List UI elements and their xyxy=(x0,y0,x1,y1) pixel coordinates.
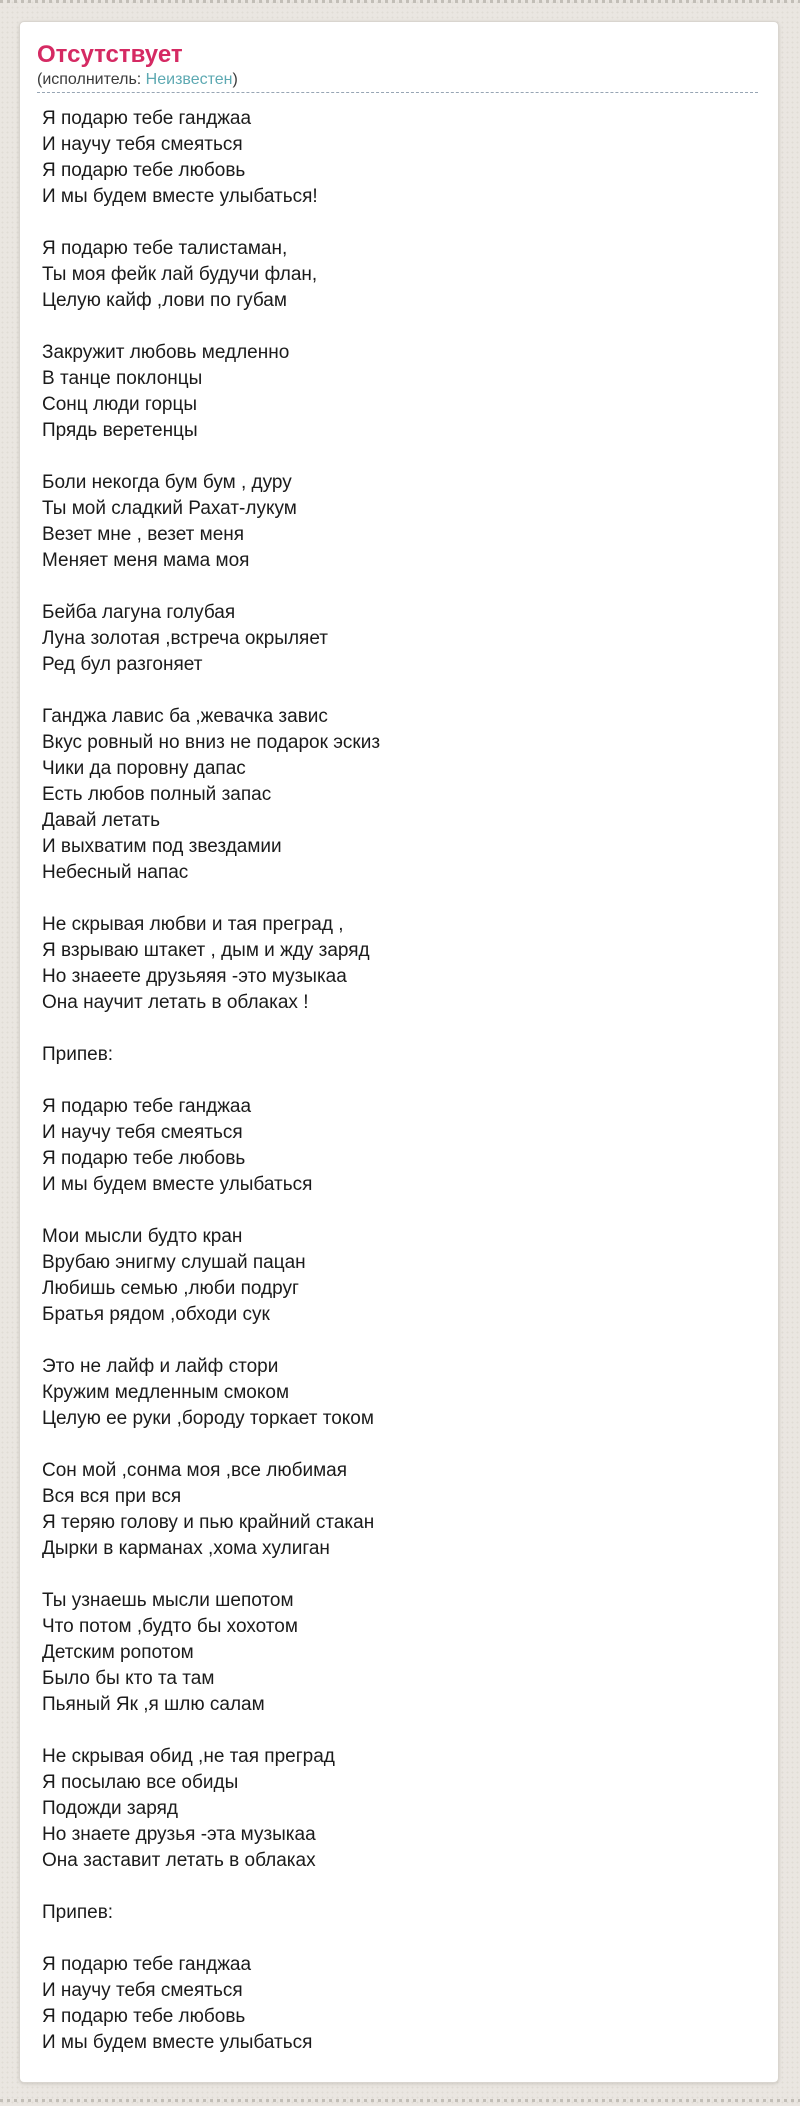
lyrics-text xyxy=(42,106,758,2056)
lyrics-card xyxy=(19,21,779,2083)
stanza: Я подарю тебе талистаман, Ты моя фейк лай будучи флан, Целую кайф ,лови по губам xyxy=(42,238,318,311)
stanza: Боли некогда бум бум , дуру Ты мой сладкий Рахат-лукум Везет мне , везет меня Меняет меня мама моя xyxy=(42,472,297,571)
stanza: Я подарю тебе ганджаа И научу тебя смеяться Я подарю тебе любовь И мы будем вместе улыбаться xyxy=(42,1096,313,1195)
song-title: Отсутствует xyxy=(37,41,183,68)
stanza: Бейба лагуна голубая Луна золотая ,встреча окрыляет Ред бул разгоняет xyxy=(42,602,328,675)
stanza: Это не лайф и лайф стори Кружим медленным смоком Целую ее руки ,бороду торкает током xyxy=(42,1356,374,1429)
stanza: Припев: xyxy=(42,1044,114,1065)
artist-link[interactable]: Неизвестен xyxy=(145,71,233,88)
page-top-dotted-border xyxy=(0,0,800,3)
stanza: Припев: xyxy=(42,1902,114,1923)
stanza: Мои мысли будто кран Врубаю энигму слушай пацан Любишь семью ,люби подруг Братья рядом ,обходи сук xyxy=(42,1226,306,1325)
artist-line xyxy=(37,70,758,90)
artist-label-suffix: ) xyxy=(232,71,238,88)
stanza: Не скрывая обид ,не тая преград Я посылаю все обиды Подожди заряд Но знаете друзья -эта музыкаа Она заставит летать в облаках xyxy=(42,1746,335,1871)
artist-label-prefix: (исполнитель: xyxy=(37,71,146,88)
page-bottom-dotted-border xyxy=(0,2099,800,2102)
stanza: Закружит любовь медленно В танце поклонцы Сонц люди горцы Прядь веретенцы xyxy=(42,342,290,441)
stanza: Ты узнаешь мысли шепотом Что потом ,будто бы хохотом Детским ропотом Было бы кто та там Пьяный Як ,я шлю салам xyxy=(42,1590,298,1715)
stanza: Ганджа лавис ба ,жевачка завис Вкус ровный но вниз не подарок эскиз Чики да поровну дапас Есть любов полный запас Давай летать И выхватим под звездамии Небесный напас xyxy=(42,706,381,883)
stanza: Сон мой ,сонма моя ,все любимая Вся вся при вся Я теряю голову и пью крайний стакан Дырки в карманах ,хома хулиган xyxy=(42,1460,375,1559)
dashed-separator xyxy=(37,92,758,93)
stanza: Я подарю тебе ганджаа И научу тебя смеяться Я подарю тебе любовь И мы будем вместе улыбаться xyxy=(42,1954,313,2053)
stanza: Не скрывая любви и тая преград , Я взрываю штакет , дым и жду заряд Но знаеете друзьяяя -это музыкаа Она научит летать в облаках ! xyxy=(42,914,370,1013)
stanza: Я подарю тебе ганджаа И научу тебя смеяться Я подарю тебе любовь И мы будем вместе улыбаться! xyxy=(42,108,318,207)
